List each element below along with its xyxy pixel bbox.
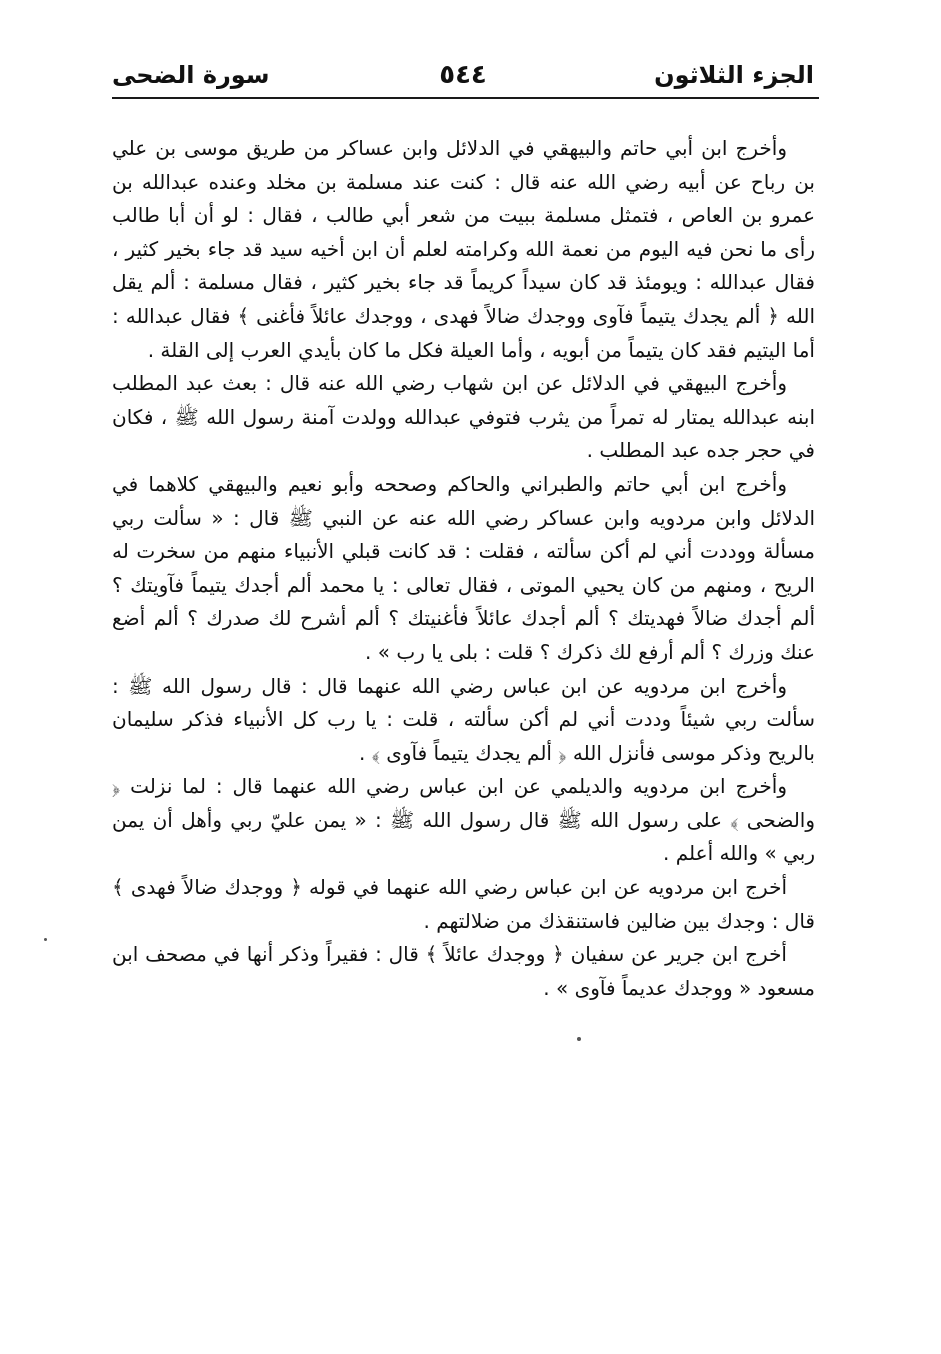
page-body: [112, 132, 815, 1005]
paragraph: أخرج ابن جرير عن سفيان ﴿ ووجدك عائلاً ﴾ قال : فقيراً وذكر أنها في مصحف ابن مسعود « ووجدك عديماً فآوى » .: [112, 942, 815, 1000]
paragraph: وأخرج البيهقي في الدلائل عن ابن شهاب رضي الله عنه قال : بعث عبد المطلب ابنه عبدالله يمتار له تمراً من يثرب فتوفي عبدالله وولدت آمنة رسول الله ﷺ ، فكان في حجر جده عبد المطلب .: [112, 371, 815, 463]
paragraph: وأخرج ابن مردويه عن ابن عباس رضي الله عنهما قال : قال رسول الله ﷺ : سألت ربي شيئاً وددت أني لم أكن سألته ، قلت : يا رب كل الأنبياء فذكر سليمان بالريح وذكر موسى فأنزل الله ﴿ ألم يجدك يتيماً فآوى ﴾ .: [112, 673, 815, 765]
header-rule: [112, 97, 819, 99]
scan-speck: [44, 938, 47, 941]
page-header: [112, 56, 814, 96]
surah-title: سورة الضحى: [112, 61, 270, 89]
paragraph: وأخرج ابن أبي حاتم والطبراني والحاكم وصححه وأبو نعيم والبيهقي كلاهما في الدلائل وابن مردويه وابن عساكر رضي الله عنه عن النبي ﷺ قال : « سألت ربي مسألة ووددت أني لم أكن سألته ، فقلت : قد كانت قبلي الأنبياء منهم من سخرت له الريح ، ومنهم من كان يحيي الموتى ، فقال تعالى : يا محمد ألم أجدك يتيماً فآويتك ؟ ألم أجدك ضالاً فهديتك ؟ ألم أجدك عائلاً فأغنيتك ؟ ألم أشرح لك صدرك ؟ ألم أضع عنك وزرك ؟ ألم أرفع لك ذكرك ؟ قلت : بلى يا رب » .: [112, 471, 815, 664]
paragraph: وأخرج ابن أبي حاتم والبيهقي في الدلائل وابن عساكر من طريق موسى بن علي بن رباح عن أبيه رضي الله عنه قال : كنت عند مسلمة بن مخلد وعنده عبدالله بن عمرو بن العاص ، فتمثل مسلمة ببيت من شعر أبي طالب ، فقال : لو أن أبا طالب رأى ما نحن فيه اليوم من نعمة الله وكرامته لعلم أن ابن أخيه سيد قد جاء بخير كثير ، فقال عبدالله : ويومئذ قد كان سيداً كريماً قد جاء بخير كثير ، فقال مسلمة : ألم يقل الله ﴿ ألم يجدك يتيماً فآوى ووجدك ضالاً فهدى ، ووجدك عائلاً فأغنى ﴾ فقال عبدالله : أما اليتيم فقد كان يتيماً من أبويه ، وأما العيلة فكل ما كان بأيدي العرب إلى القلة .: [112, 136, 815, 362]
paragraph: وأخرج ابن مردويه والديلمي عن ابن عباس رضي الله عنهما قال : لما نزلت ﴿ والضحى ﴾ على رسول الله ﷺ قال رسول الله ﷺ : « يمن عليّ ربي وأهل أن يمن ربي » والله أعلم .: [112, 774, 815, 866]
paragraph: أخرج ابن مردويه عن ابن عباس رضي الله عنهما في قوله ﴿ ووجدك ضالاً فهدى ﴾ قال : وجدك بين ضالين فاستنقذك من ضلالتهم .: [112, 875, 815, 933]
part-title: الجزء الثلاثون: [654, 61, 814, 89]
scan-speck: [577, 1037, 581, 1041]
page-number: ٥٤٤: [439, 60, 487, 90]
